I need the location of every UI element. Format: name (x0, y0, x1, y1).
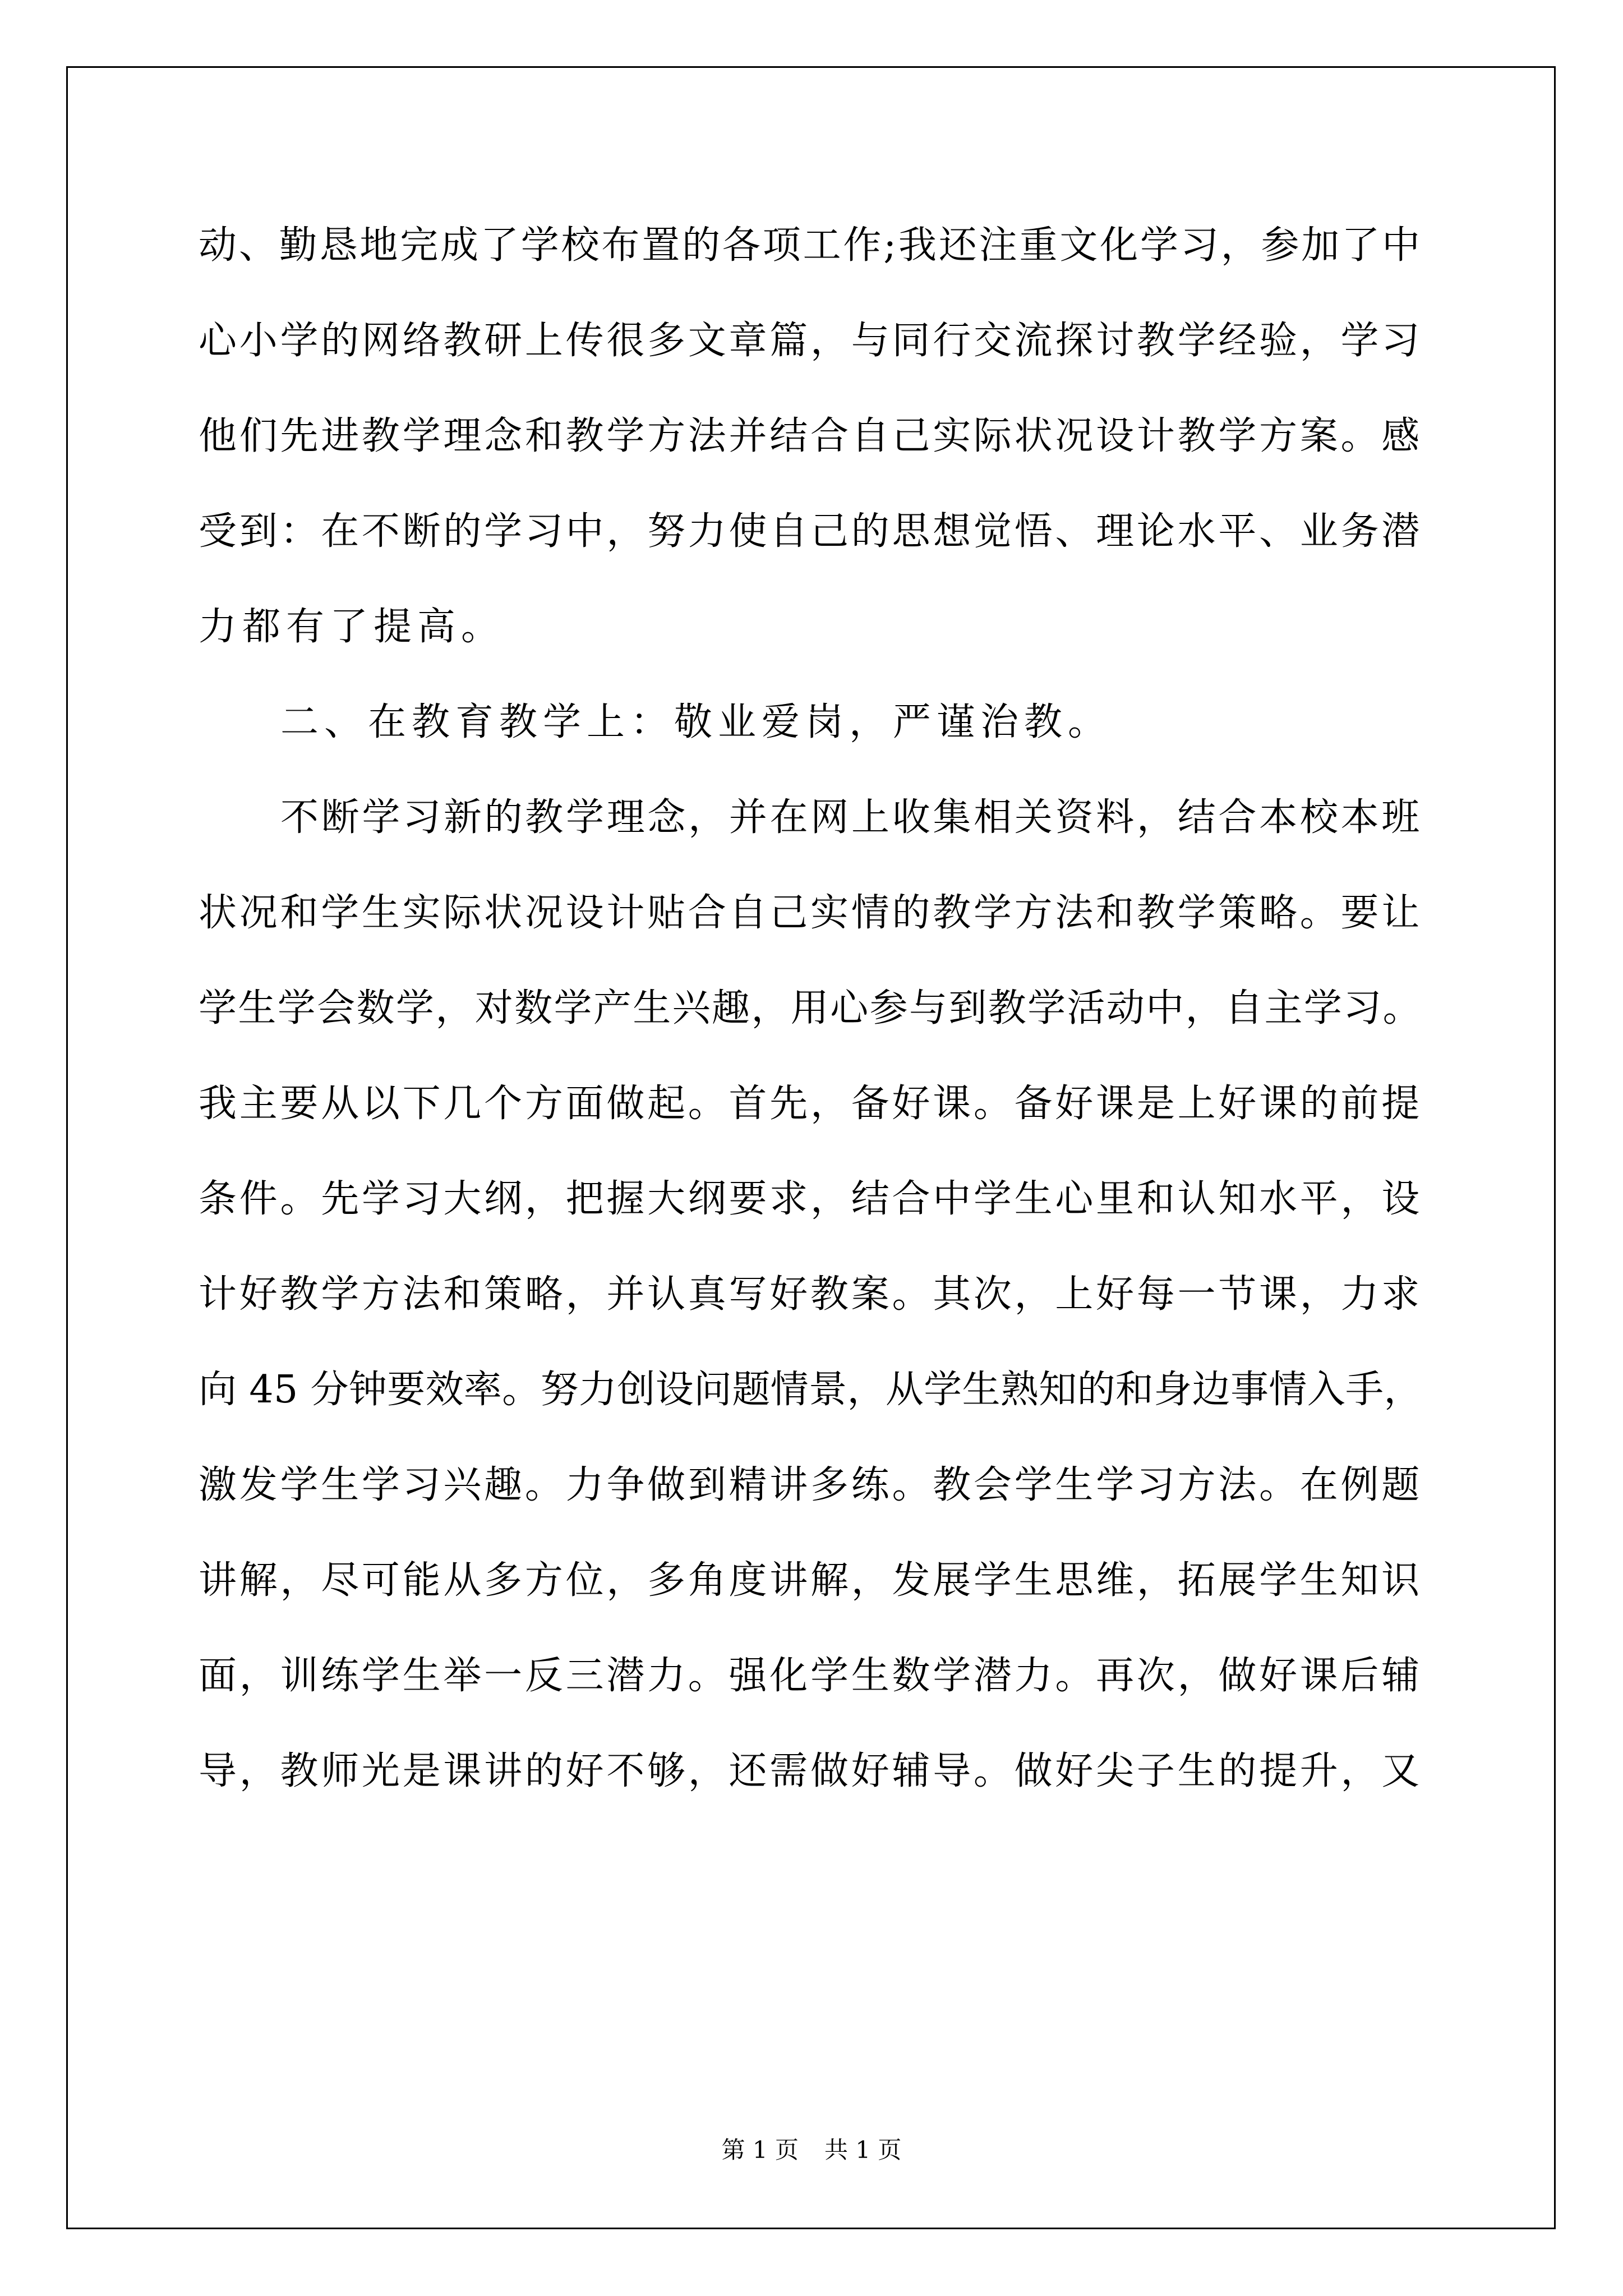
body-text-line: 状况和学生实际状况设计贴合自己实情的教学方法和教学策略。要让 (199, 891, 1423, 935)
body-text-line: 动、勤恳地完成了学校布置的各项工作;我还注重文化学习，参加了中 (199, 223, 1422, 268)
body-text-line: 不断学习新的教学理念，并在网上收集相关资料，结合本校本班 (280, 795, 1423, 840)
page-footer (0, 2138, 1623, 2162)
body-text-line: 条件。先学习大纲，把握大纲要求，结合中学生心里和认知水平，设 (199, 1177, 1423, 1221)
body-text-line: 导，教师光是课讲的好不够，还需做好辅导。做好尖子生的提升，又 (199, 1749, 1423, 1793)
body-text-line: 受到：在不断的学习中，努力使自己的思想觉悟、理论水平、业务潜 (199, 509, 1423, 554)
page-border (66, 66, 1556, 2229)
body-text-line: 力都有了提高。 (199, 605, 505, 649)
body-text-line: 激发学生学习兴趣。力争做到精讲多练。教会学生学习方法。在例题 (199, 1463, 1423, 1507)
body-text-line: 向 45 分钟要效率。努力创设问题情景，从学生熟知的和身边事情入手， (199, 1368, 1422, 1412)
body-text-line: 学生学会数学，对数学产生兴趣，用心参与到教学活动中，自主学习。 (199, 986, 1423, 1030)
body-text-line: 心小学的网络教研上传很多文章篇，与同行交流探讨教学经验，学习 (199, 319, 1423, 363)
body-text-line: 计好教学方法和策略，并认真写好教案。其次，上好每一节课，力求 (199, 1272, 1423, 1317)
body-text-line: 面，训练学生举一反三潜力。强化学生数学潜力。再次，做好课后辅 (199, 1654, 1423, 1698)
body-text-line: 他们先进教学理念和教学方法并结合自己实际状况设计教学方案。感 (199, 414, 1423, 458)
page-total: 共 1 页 (824, 2136, 902, 2164)
body-text-line: 我主要从以下几个方面做起。首先，备好课。备好课是上好课的前提 (199, 1082, 1423, 1126)
body-text-line: 讲解，尽可能从多方位，多角度讲解，发展学生思维，拓展学生知识 (199, 1558, 1423, 1603)
page-number: 第 1 页 (721, 2136, 799, 2164)
section-heading: 二、在教育教学上：敬业爱岗，严谨治教。 (280, 700, 1112, 744)
